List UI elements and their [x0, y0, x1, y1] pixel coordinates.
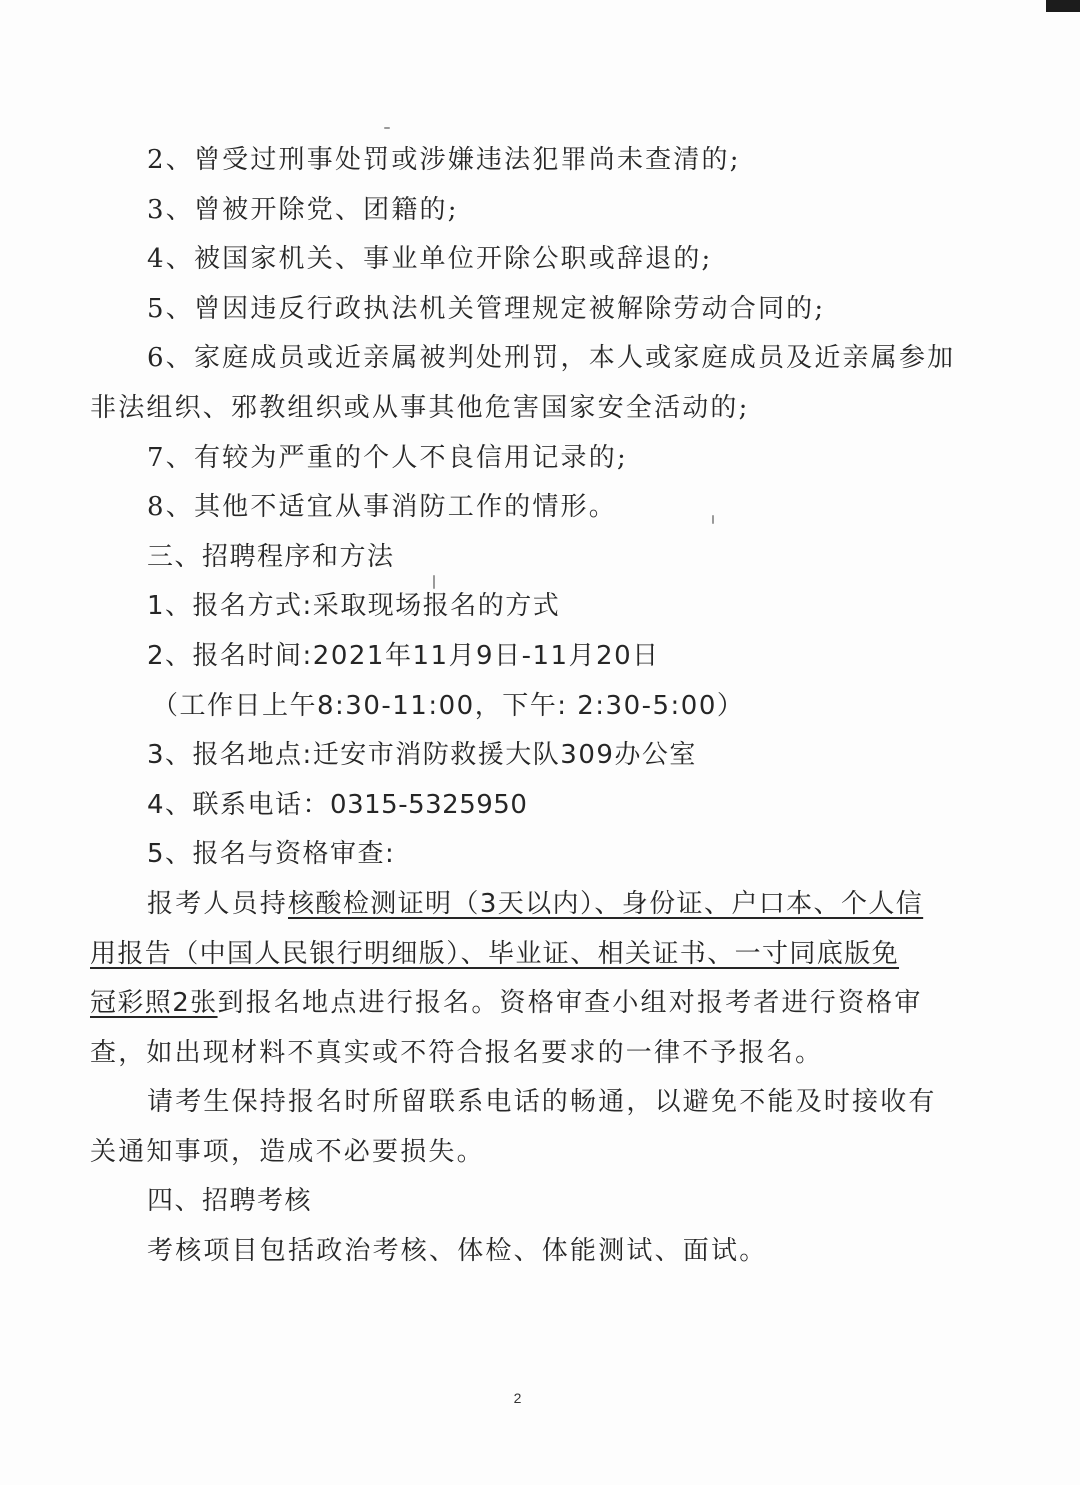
notice-line-1: 请考生保持报名时所留联系电话的畅通，以避免不能及时接收有	[147, 1087, 937, 1118]
materials-prefix: 报考人员持	[147, 888, 289, 919]
materials-line-3	[90, 979, 950, 1029]
paragraph-item-3: 3、曾被开除党、团籍的;	[147, 194, 459, 225]
materials-underlined: 用报告（中国人民银行明细版）、毕业证、相关证书、一寸同底版免	[90, 938, 900, 969]
paragraph-item-6-continued: 非法组织、邪教组织或从事其他危害国家安全活动的;	[90, 392, 750, 423]
paragraph-item-8: 8、其他不适宜从事消防工作的情形。	[147, 492, 617, 523]
notice-line-2: 关通知事项，造成不必要损失。	[90, 1136, 485, 1167]
scan-speck	[384, 127, 390, 129]
scan-corner-mark	[1046, 0, 1080, 12]
paragraph-item-4: 4、被国家机关、事业单位开除公职或辞退的;	[147, 244, 713, 275]
materials-underlined: 冠彩照2张	[90, 988, 218, 1019]
materials-line-1	[90, 880, 950, 930]
phone-label: 4、联系电话：	[147, 789, 331, 820]
procedure-item-1: 1、报名方式:采取现场报名的方式	[147, 591, 561, 622]
paragraph-item-5: 5、曾因违反行政执法机关管理规定被解除劳动合同的;	[147, 293, 826, 324]
document-body	[90, 136, 956, 1277]
section-heading-3: 三、招聘程序和方法	[147, 541, 395, 572]
page-number: 2	[513, 1390, 522, 1406]
paragraph-item-2: 2、曾受过刑事处罚或涉嫌违法犯罪尚未查清的;	[147, 145, 741, 175]
procedure-item-5: 5、报名与资格审查:	[147, 839, 396, 870]
materials-suffix: 到报名地点进行报名。资格审查小组对报考者进行资格审	[217, 988, 923, 1019]
procedure-item-4	[90, 781, 950, 831]
assessment-items: 考核项目包括政治考核、体检、体能测试、面试。	[147, 1236, 768, 1267]
materials-line-4: 查，如出现材料不真实或不符合报名要求的一律不予报名。	[90, 1037, 824, 1068]
paragraph-item-6: 6、家庭成员或近亲属被判处刑罚，本人或家庭成员及近亲属参加	[147, 343, 956, 374]
procedure-item-3: 3、报名地点:迁安市消防救援大队309办公室	[147, 740, 697, 771]
paragraph-item-7: 7、有较为严重的个人不良信用记录的;	[147, 442, 628, 473]
materials-line-2	[90, 930, 950, 980]
procedure-item-2: 2、报名时间:2021年11月9日-11月20日	[147, 640, 660, 671]
materials-underlined: 核酸检测证明（3天以内）、身份证、户口本、个人信	[288, 888, 924, 919]
phone-number: 0315-5325950	[330, 789, 528, 820]
office-hours: （工作日上午8:30-11:00，下午: 2:30-5:00）	[152, 690, 745, 721]
section-heading-4: 四、招聘考核	[147, 1186, 313, 1217]
